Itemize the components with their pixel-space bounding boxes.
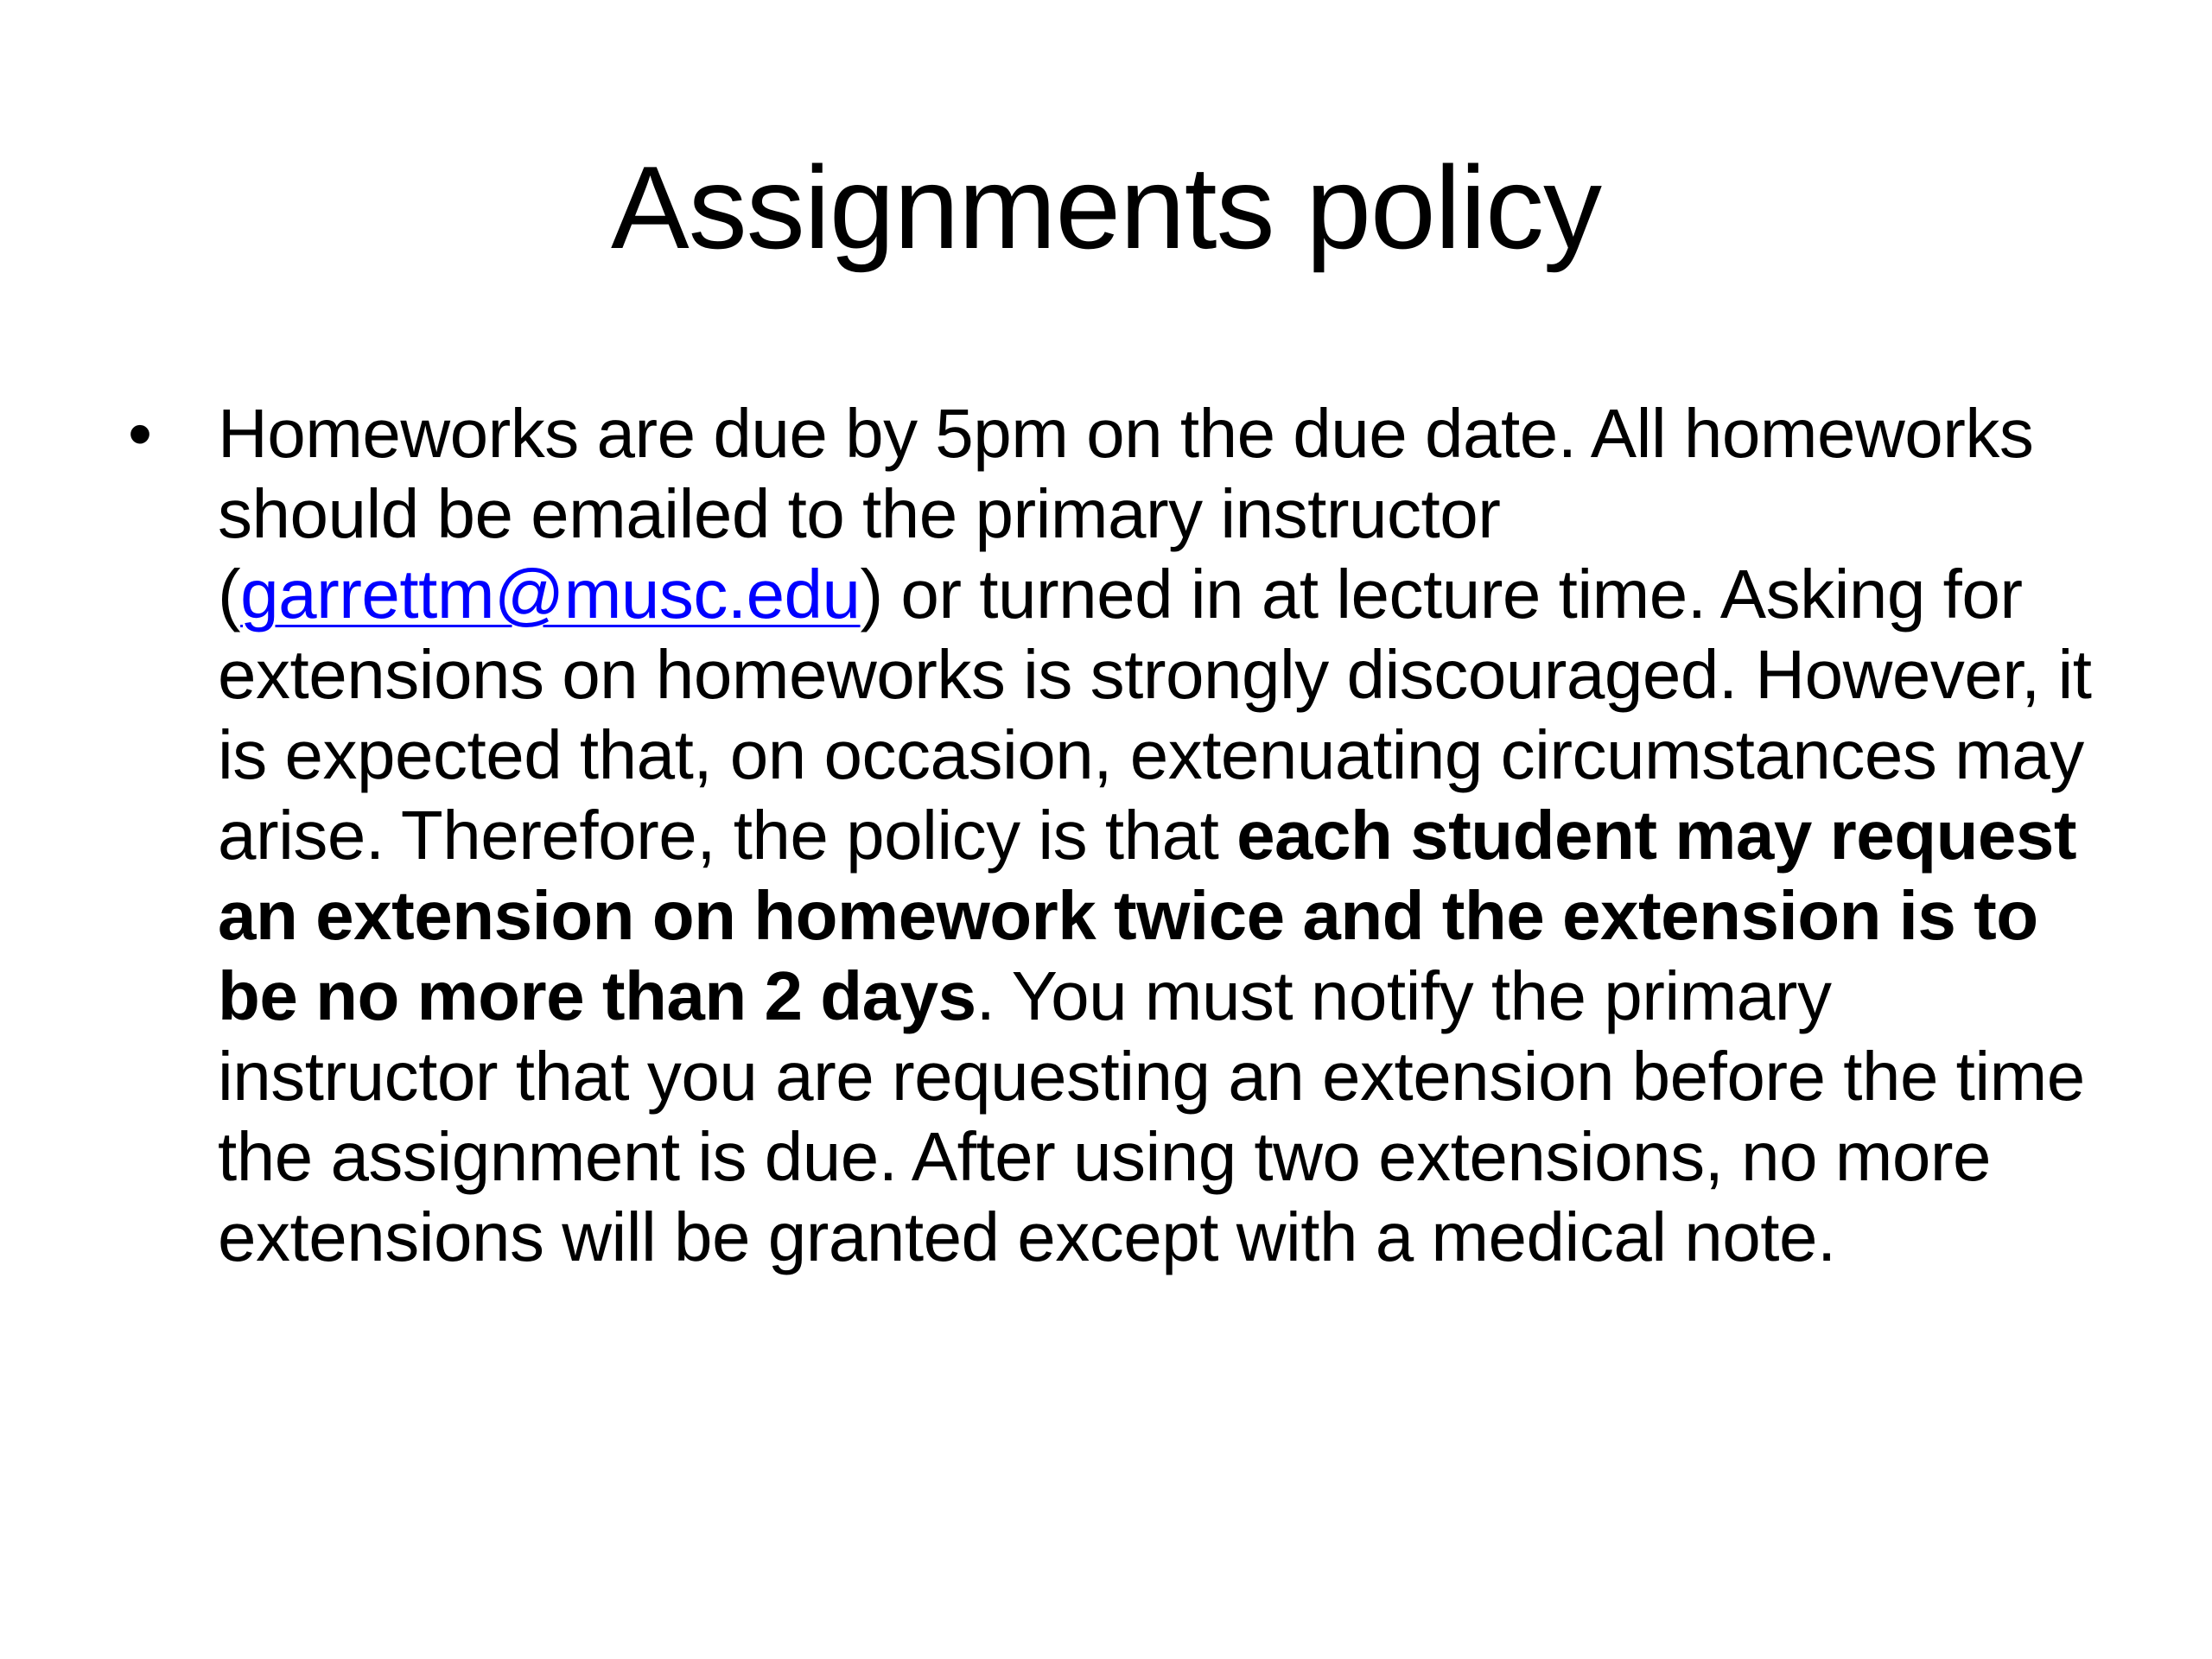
bullet-text-part-1: Homeworks are due by 5pm on the due date. All homeworks should be emailed to the primary instructor ( xyxy=(218,395,2034,632)
slide-body xyxy=(128,393,2115,1277)
bullet-item xyxy=(128,393,2115,1277)
bullet-bold-text: each student may request an extension on homework twice and the extension is to be no more than 2 days xyxy=(218,797,2077,1034)
bullet-text-part-2: ) or turned in at lecture time. Asking for extensions on homeworks is strongly discouraged. However, it is expected that, on occasion, extenuating circumstances may arise. Therefore, the policy is that xyxy=(218,556,2092,874)
bullet-text-part-3: . You must notify the primary instructor that you are requesting an extension before the time the assignment is due. After using two extensions, no more extensions will be granted except with a medical note. xyxy=(218,957,2085,1275)
slide-title: Assignments policy xyxy=(610,142,1602,273)
email-link[interactable]: garrettm@musc.edu xyxy=(240,556,861,632)
bullet-icon: • xyxy=(128,395,152,472)
